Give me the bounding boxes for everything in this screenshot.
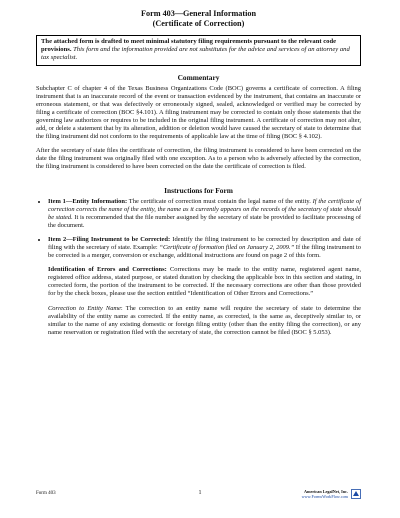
footer-form-label: Form 403 (36, 491, 56, 496)
list-item-item2 (48, 236, 361, 260)
form-title (36, 0, 361, 29)
instructions-list (36, 198, 361, 261)
identification-paragraph (36, 266, 361, 298)
form-title-sub: (Certificate of Correction) (152, 19, 245, 28)
publisher-logo-icon (351, 489, 361, 499)
item2-text-a: Identify the filing instrument to be corrected by description and date of filing with the secretary of state. Example: (48, 235, 362, 252)
item1-text-b: It is recommended that the file number assigned by the secretary of state be provided to facilitate processing of the document. (48, 213, 362, 229)
item2-italic: “Certificate of formation filed on January 2, 2009.” (159, 244, 295, 252)
publisher-website: www.FormsWorkFlow.com (301, 494, 348, 499)
correction-entity-name-label: Correction to Entity Name (48, 304, 121, 312)
item1-italic: If the certificate of correction corrects the name of the entity, the name as it currently appears on the records of the secretary of state should be stated. (48, 197, 361, 221)
disclaimer-italic-text: This form and the information provided are not substitutes for the advice and services of an attorney and tax specialist. (41, 46, 350, 62)
page-number: 1 (198, 490, 202, 496)
correction-entity-name-paragraph (36, 305, 361, 337)
list-item-item1 (48, 198, 361, 230)
publisher-name: American LegalNet, Inc. (303, 489, 348, 494)
commentary-heading: Commentary (177, 72, 220, 82)
identification-label: Identification of Errors and Corrections: (48, 266, 167, 274)
item1-text-a: The certificate of correction must contain the legal name of the entity. (127, 197, 313, 205)
publisher-logo (302, 489, 361, 499)
item2-text-b: If the filing instrument to be corrected is a merger, conversion or exchange, additional instructions are found on page 2 of this form. (48, 244, 361, 260)
disclaimer-box (36, 35, 361, 66)
identification-text: Corrections may be made to the entity name, registered agent name, registered office address, stated purpose, or stated duration by checking the applicable box in this section and stating, in corrected form, the portion of the instrument to be corrected. If the necessary corrections are other than those provided for by the check boxes, please use the section entitled “Identification of Other Errors and Corrections.” (48, 266, 361, 298)
item2-label: Item 2—Filing Instrument to be Corrected: (48, 235, 171, 243)
commentary-paragraph-2: After the secretary of state files the certificate of correction, the filing instrument is considered to have been corrected on the date the filing instrument was originally filed with one exception. As to a person who is adversely affected by the correction, the filing instrument is considered to have been corrected on the date the certificate of correction is filed. (36, 147, 361, 171)
commentary-paragraph-1: Subchapter C of chapter 4 of the Texas Business Organizations Code (BOC) governs a certificate of correction. A filing instrument that is an inaccurate record of the event or transaction evidenced by the instrument, that contains an inaccurate or erroneous statement, or that was defectively or erroneously signed, sealed, acknowledged or verified may be corrected by filing a certificate of correction (BOC §4.101). A filing instrument may be corrected to contain only those statements that the governing law authorizes or requires to be included in the original filing instrument. A certificate of correction may not alter, add, or delete a statement that by its alteration, addition or deletion would have caused the secretary of state to determine that the filing instrument did not conform to the requirements of applicable law at the time of filing (BOC § 4.102). (36, 84, 361, 141)
disclaimer-bold-text: The attached form is drafted to meet minimal statutory filing requirements pursuant to the relevant code provisions. (41, 38, 337, 54)
correction-entity-name-text: : The correction to an entity name will require the secretary of state to determine the availability of the entity name as corrected. If the entity name, as corrected, is the same as, deceptively similar to, or similar to the name of any existing domestic or foreign filing entity (other than the entity filing the correction), or any name reservation or registration filed with the secretary of state, the correction cannot be filed (BOC § 5.053). (48, 304, 361, 336)
page-footer (36, 489, 361, 511)
item1-label: Item 1—Entity Information: (48, 197, 128, 205)
instructions-heading: Instructions for Form (164, 185, 233, 195)
form-title-main: Form 403—General Information (140, 9, 257, 18)
